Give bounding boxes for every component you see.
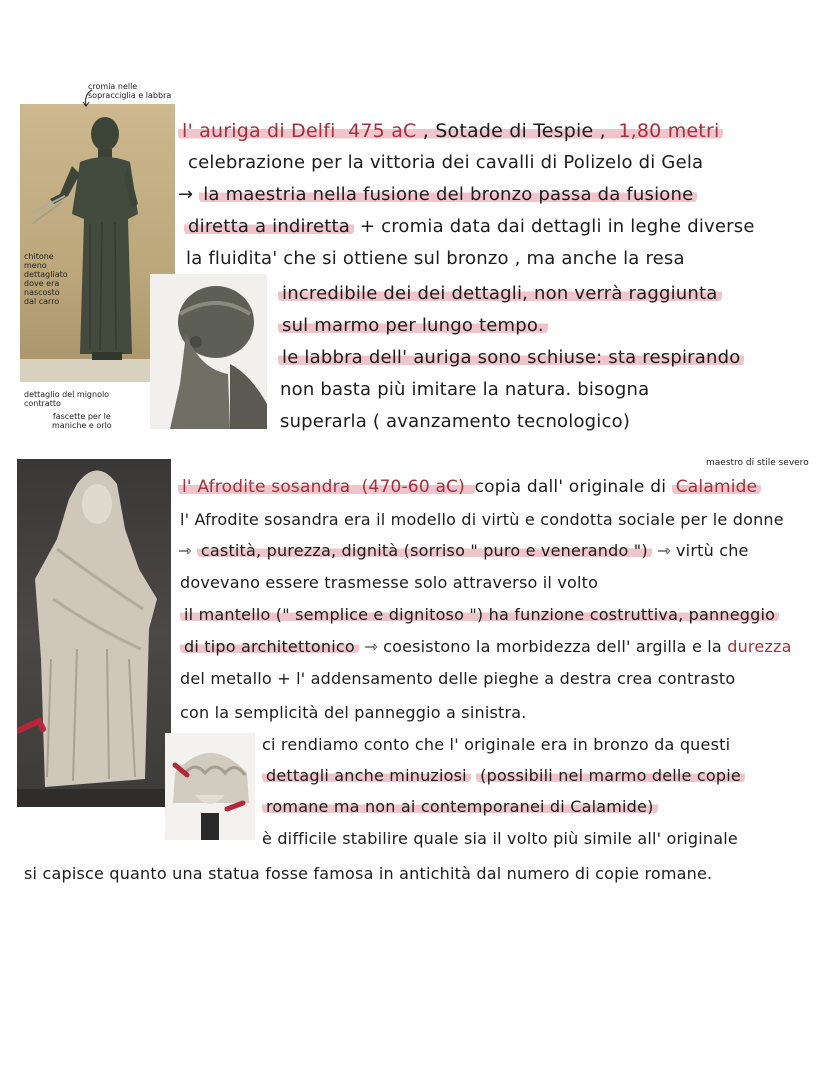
auriga-title-date: 475 aC bbox=[348, 120, 417, 142]
auriga-title-name: l' auriga di Delfi bbox=[182, 120, 336, 142]
note-cromia: cromia nelle sopracciglia e labbra bbox=[88, 82, 172, 100]
auriga-head-figure bbox=[150, 274, 267, 429]
afrodite-line-4: il mantello (" semplice e dignitoso ") ha funzione costruttiva, panneggio bbox=[180, 605, 779, 625]
note-cromia-arrow-icon bbox=[80, 88, 100, 108]
auriga-head-detail-photo bbox=[150, 274, 267, 429]
arrow-icon: ⇾ bbox=[178, 541, 192, 560]
auriga-title-height: 1,80 metri bbox=[618, 120, 720, 142]
afrodite-line-2: ⇾ castità, purezza, dignità (sorriso " puro e venerando ") ⇾ virtù che bbox=[178, 541, 749, 560]
afrodite-line-8: ci rendiamo conto che l' originale era in bronzo da questi bbox=[262, 735, 731, 754]
note-mignolo: dettaglio del mignolo contratto bbox=[24, 390, 110, 408]
note-maestro: maestro di stile severo bbox=[706, 458, 809, 468]
auriga-line-5: incredibile dei dei dettagli, non verrà raggiunta bbox=[278, 283, 722, 305]
afrodite-author-calamide: Calamide bbox=[675, 477, 758, 497]
auriga-line-4: la fluidita' che si ottiene sul bronzo , ma anche la resa bbox=[186, 248, 685, 269]
arrow-icon: ⇾ bbox=[364, 637, 378, 656]
auriga-line-6: sul marmo per lungo tempo. bbox=[278, 315, 548, 337]
auriga-title-author: , Sotade di Tespie , bbox=[422, 120, 606, 142]
afrodite-line-9: dettagli anche minuziosi (possibili nel marmo delle copie bbox=[262, 766, 745, 786]
afrodite-title-highlight: l' Afrodite sosandra (470-60 aC) bbox=[178, 477, 475, 497]
afrodite-title-line: l' Afrodite sosandra (470-60 aC) copia dall' originale di Calamide bbox=[178, 477, 761, 497]
afrodite-line-7: con la semplicità del panneggio a sinistra. bbox=[180, 703, 527, 722]
afrodite-line-12: si capisce quanto una statua fosse famosa in antichità dal numero di copie romane. bbox=[24, 864, 713, 883]
afrodite-head-figure bbox=[165, 733, 255, 840]
afrodite-statue-figure bbox=[17, 459, 171, 807]
arrow-icon: → bbox=[178, 184, 194, 205]
afrodite-photo bbox=[17, 459, 171, 807]
afrodite-line-10: romane ma non ai contemporanei di Calamide) bbox=[262, 797, 658, 817]
auriga-line-2: → la maestria nella fusione del bronzo passa da fusione bbox=[178, 184, 697, 206]
afrodite-line-3: dovevano essere trasmesse solo attraverso il volto bbox=[180, 573, 599, 592]
afrodite-line-5: di tipo architettonico ⇾ coesistono la morbidezza dell' argilla e la durezza bbox=[180, 637, 792, 657]
auriga-title-line bbox=[178, 120, 723, 142]
afrodite-line-6: del metallo + l' addensamento delle pieghe a destra crea contrasto bbox=[180, 669, 736, 688]
auriga-line-9: superarla ( avanzamento tecnologico) bbox=[280, 411, 631, 432]
afrodite-head-detail-photo bbox=[165, 733, 255, 840]
arrow-icon: ⇾ bbox=[657, 541, 671, 560]
auriga-title-highlight bbox=[178, 120, 723, 142]
auriga-line-3: diretta a indiretta + cromia data dai dettagli in leghe diverse bbox=[184, 216, 755, 238]
auriga-line-8: non basta più imitare la natura. bisogna bbox=[280, 379, 650, 400]
note-fascette: fascette per le maniche e orlo bbox=[52, 412, 112, 430]
afrodite-line-1: l' Afrodite sosandra era il modello di virtù e condotta sociale per le donne bbox=[180, 510, 784, 529]
afrodite-line-11: è difficile stabilire quale sia il volto più simile all' originale bbox=[262, 829, 738, 848]
auriga-line-7: le labbra dell' auriga sono schiuse: sta respirando bbox=[278, 347, 744, 369]
auriga-line-1: celebrazione per la vittoria dei cavalli di Polizelo di Gela bbox=[188, 152, 704, 173]
note-chitone: chitone meno dettagliato dove era nascosto dal carro bbox=[24, 252, 68, 306]
